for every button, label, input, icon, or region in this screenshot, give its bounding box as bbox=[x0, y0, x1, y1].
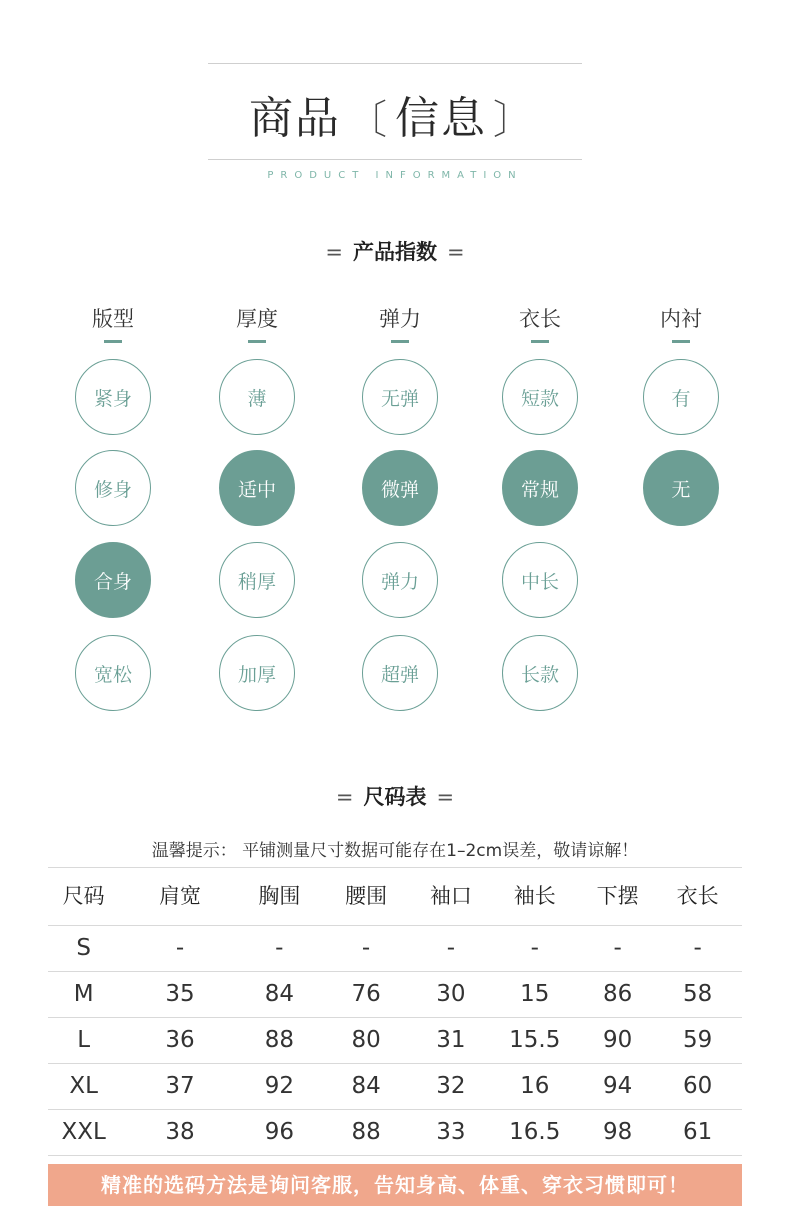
index-option: 无弹 bbox=[362, 359, 438, 435]
index-option: 紧身 bbox=[75, 359, 151, 435]
header-top-rule bbox=[208, 63, 582, 64]
index-column bbox=[187, 304, 327, 343]
table-header-cell: 尺码 bbox=[62, 884, 105, 908]
table-header-cell: 肩宽 bbox=[159, 884, 202, 908]
table-cell: 32 bbox=[436, 1073, 466, 1099]
table-cell: 38 bbox=[165, 1119, 195, 1145]
page-subtitle: PRODUCT INFORMATION bbox=[267, 170, 523, 181]
table-cell: L bbox=[77, 1027, 91, 1053]
table-row bbox=[48, 971, 742, 1017]
table-cell: XL bbox=[69, 1073, 98, 1099]
table-cell: 88 bbox=[264, 1027, 294, 1053]
table-cell: 76 bbox=[351, 981, 381, 1007]
index-option-selected: 无 bbox=[643, 450, 719, 526]
index-column-label: 衣长 bbox=[519, 307, 561, 331]
table-cell: M bbox=[73, 981, 94, 1007]
table-header-cell: 下摆 bbox=[596, 884, 639, 908]
table-cell: 98 bbox=[603, 1119, 633, 1145]
index-section-title bbox=[0, 236, 790, 266]
table-cell: 94 bbox=[603, 1073, 633, 1099]
table-cell: 59 bbox=[683, 1027, 713, 1053]
table-cell: XXL bbox=[61, 1119, 106, 1145]
index-option-selected: 常规 bbox=[502, 450, 578, 526]
table-header-cell: 袖口 bbox=[429, 884, 472, 908]
index-option-selected: 微弹 bbox=[362, 450, 438, 526]
table-cell: - bbox=[175, 935, 185, 961]
index-option: 长款 bbox=[502, 635, 578, 711]
table-cell: - bbox=[361, 935, 371, 961]
table-cell: 36 bbox=[165, 1027, 195, 1053]
table-header-cell: 衣长 bbox=[676, 884, 719, 908]
page-title bbox=[0, 82, 790, 146]
eq-right: = bbox=[447, 240, 465, 264]
index-option: 短款 bbox=[502, 359, 578, 435]
eq-left: = bbox=[335, 785, 354, 809]
sizing-advice-banner: 精准的选码方法是询问客服，告知身高、体重、穿衣习惯即可！ bbox=[48, 1164, 742, 1206]
size-section-title bbox=[0, 781, 790, 811]
index-column bbox=[330, 304, 470, 343]
table-cell: S bbox=[76, 935, 91, 961]
eq-left: = bbox=[325, 240, 343, 264]
index-column-label: 弹力 bbox=[379, 307, 421, 331]
table-header-cell: 胸围 bbox=[258, 884, 301, 908]
table-cell: 60 bbox=[683, 1073, 713, 1099]
index-option: 中长 bbox=[502, 542, 578, 618]
column-underline bbox=[104, 340, 122, 343]
index-option: 有 bbox=[643, 359, 719, 435]
index-option: 修身 bbox=[75, 450, 151, 526]
index-column bbox=[611, 304, 751, 343]
table-cell: 80 bbox=[351, 1027, 381, 1053]
eq-right: = bbox=[436, 785, 455, 809]
table-cell: 86 bbox=[603, 981, 633, 1007]
index-option: 弹力 bbox=[362, 542, 438, 618]
column-underline bbox=[248, 340, 266, 343]
column-underline bbox=[672, 340, 690, 343]
table-cell: 15 bbox=[520, 981, 550, 1007]
column-underline bbox=[391, 340, 409, 343]
table-cell: 15.5 bbox=[509, 1027, 561, 1053]
table-cell: 84 bbox=[351, 1073, 381, 1099]
table-cell: - bbox=[446, 935, 456, 961]
index-option-selected: 合身 bbox=[75, 542, 151, 618]
index-option-selected: 适中 bbox=[219, 450, 295, 526]
table-cell: 35 bbox=[165, 981, 195, 1007]
title-accent: 信息 bbox=[395, 93, 487, 144]
table-header-cell: 袖长 bbox=[513, 884, 556, 908]
index-column-label: 版型 bbox=[92, 307, 134, 331]
index-option: 稍厚 bbox=[219, 542, 295, 618]
table-cell: 16 bbox=[520, 1073, 550, 1099]
bracket-left: 〔 bbox=[347, 97, 389, 143]
table-cell: - bbox=[693, 935, 702, 961]
size-title-text: 尺码表 bbox=[363, 785, 427, 809]
table-cell: 84 bbox=[264, 981, 294, 1007]
index-column bbox=[470, 304, 610, 343]
table-cell: 37 bbox=[165, 1073, 195, 1099]
index-option: 加厚 bbox=[219, 635, 295, 711]
table-cell: 90 bbox=[603, 1027, 633, 1053]
table-cell: 88 bbox=[351, 1119, 381, 1145]
measurement-note: 温馨提示： 平铺测量尺寸数据可能存在1–2cm误差，敬请谅解！ bbox=[151, 841, 639, 861]
index-option: 宽松 bbox=[75, 635, 151, 711]
index-title-text: 产品指数 bbox=[353, 240, 437, 264]
table-cell: 30 bbox=[436, 981, 466, 1007]
table-header-row bbox=[48, 867, 742, 925]
column-underline bbox=[531, 340, 549, 343]
index-column-label: 厚度 bbox=[236, 307, 278, 331]
index-option: 薄 bbox=[219, 359, 295, 435]
title-main: 商品 bbox=[249, 93, 341, 144]
header-bottom-rule bbox=[208, 159, 582, 160]
table-cell: - bbox=[275, 935, 284, 961]
table-row bbox=[48, 925, 742, 971]
table-cell: 92 bbox=[264, 1073, 294, 1099]
index-option: 超弹 bbox=[362, 635, 438, 711]
table-row bbox=[48, 1017, 742, 1063]
table-cell: 58 bbox=[683, 981, 713, 1007]
table-row bbox=[48, 1109, 742, 1156]
table-cell: 96 bbox=[264, 1119, 294, 1145]
size-table bbox=[48, 867, 742, 1156]
index-column-label: 内衬 bbox=[660, 307, 702, 331]
table-cell: 31 bbox=[436, 1027, 466, 1053]
index-column bbox=[43, 304, 183, 343]
table-cell: 16.5 bbox=[509, 1119, 561, 1145]
table-row bbox=[48, 1063, 742, 1109]
bracket-right: 〕 bbox=[493, 97, 535, 143]
table-cell: - bbox=[530, 935, 539, 961]
table-cell: 61 bbox=[683, 1119, 713, 1145]
table-cell: 33 bbox=[436, 1119, 466, 1145]
table-header-cell: 腰围 bbox=[345, 884, 388, 908]
table-cell: - bbox=[613, 935, 622, 961]
